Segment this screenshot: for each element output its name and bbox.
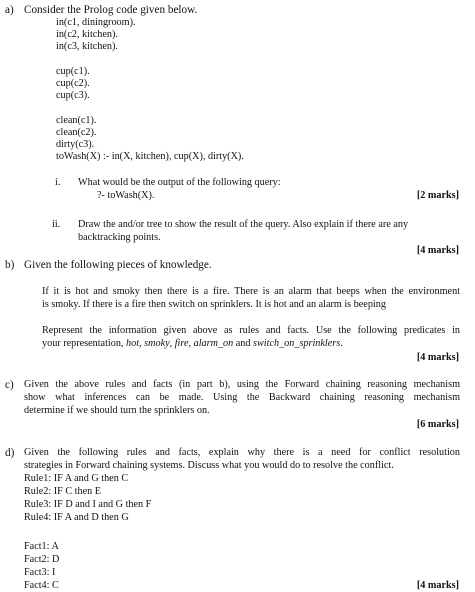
representation-predicates-line: your representation, hot, smoky, fire, alarm_on and switch_on_sprinklers. [42, 338, 343, 349]
question-d-text: strategies in Forward chaining systems. Discuss what you would do to resolve the conflict. [24, 460, 394, 471]
code-line: toWash(X) :- in(X, kitchen), cup(X), dirty(X). [56, 151, 244, 162]
rule-item: Rule2: IF C then E [24, 486, 101, 497]
subquestion-i-query: ?- toWash(X). [97, 190, 155, 201]
rule-item: Rule1: IF A and G then C [24, 473, 129, 484]
subquestion-i-numeral: i. [55, 177, 61, 188]
knowledge-text-line: is smoky. If there is a fire then switch on sprinklers. It is hot and an alarm is beeping [42, 299, 386, 310]
question-c-text: show what inferences can be made. Using the Backward chaining reasoning mechanism [24, 392, 460, 403]
representation-prefix: your representation, [42, 338, 124, 349]
code-line: in(c1, diningroom). [56, 17, 136, 28]
subquestion-i-marks: [2 marks] [416, 190, 459, 201]
question-c-label: c) [5, 379, 14, 391]
subquestion-ii-text-cont: backtracking points. [78, 232, 161, 243]
rule-item: Rule4: IF A and D then G [24, 512, 129, 523]
fact-item: Fact1: A [24, 541, 59, 552]
predicate-alarm-on: alarm_on [193, 338, 234, 349]
representation-instruction: Represent the information given above as rules and facts. Use the following predicates in [42, 325, 460, 336]
code-line: clean(c1). [56, 115, 97, 126]
fact-item: Fact4: C [24, 580, 59, 591]
code-line: cup(c3). [56, 90, 90, 101]
code-line: in(c3, kitchen). [56, 41, 118, 52]
question-d-marks: [4 marks] [416, 580, 459, 591]
question-b-intro: Given the following pieces of knowledge. [24, 259, 212, 271]
code-line: clean(c2). [56, 127, 97, 138]
question-c-marks: [6 marks] [416, 419, 459, 430]
predicate-fire: fire [174, 338, 189, 349]
knowledge-text-line: If it is hot and smoky then there is a fire. There is an alarm that beeps when the environment [42, 286, 460, 297]
code-line: in(c2, kitchen). [56, 29, 118, 40]
question-d-label: d) [5, 447, 15, 459]
question-c-text: Given the above rules and facts (in part b), using the Forward chaining reasoning mechanism [24, 379, 460, 390]
predicate-switch-on-sprinklers: switch_on_sprinklers [253, 338, 341, 349]
code-line: dirty(c3). [56, 139, 95, 150]
question-c-text: determine if we should turn the sprinklers on. [24, 405, 210, 416]
rule-item: Rule3: IF D and I and G then F [24, 499, 152, 510]
code-line: cup(c2). [56, 78, 90, 89]
question-a-intro: Consider the Prolog code given below. [24, 4, 198, 16]
predicate-hot: hot [126, 338, 140, 349]
question-a-label: a) [5, 4, 14, 16]
subquestion-ii-numeral: ii. [52, 219, 61, 230]
question-d-text: Given the following rules and facts, explain why there is a need for conflict resolution [24, 447, 460, 458]
predicate-smoky: smoky [144, 338, 170, 349]
question-b-marks: [4 marks] [416, 352, 459, 363]
subquestion-ii-text: Draw the and/or tree to show the result of the query. Also explain if there are any [78, 219, 409, 230]
subquestion-i-text: What would be the output of the following query: [78, 177, 281, 188]
fact-item: Fact3: I [24, 567, 56, 578]
subquestion-ii-marks: [4 marks] [416, 245, 459, 256]
code-line: cup(c1). [56, 66, 90, 77]
fact-item: Fact2: D [24, 554, 60, 565]
question-b-label: b) [5, 259, 15, 271]
